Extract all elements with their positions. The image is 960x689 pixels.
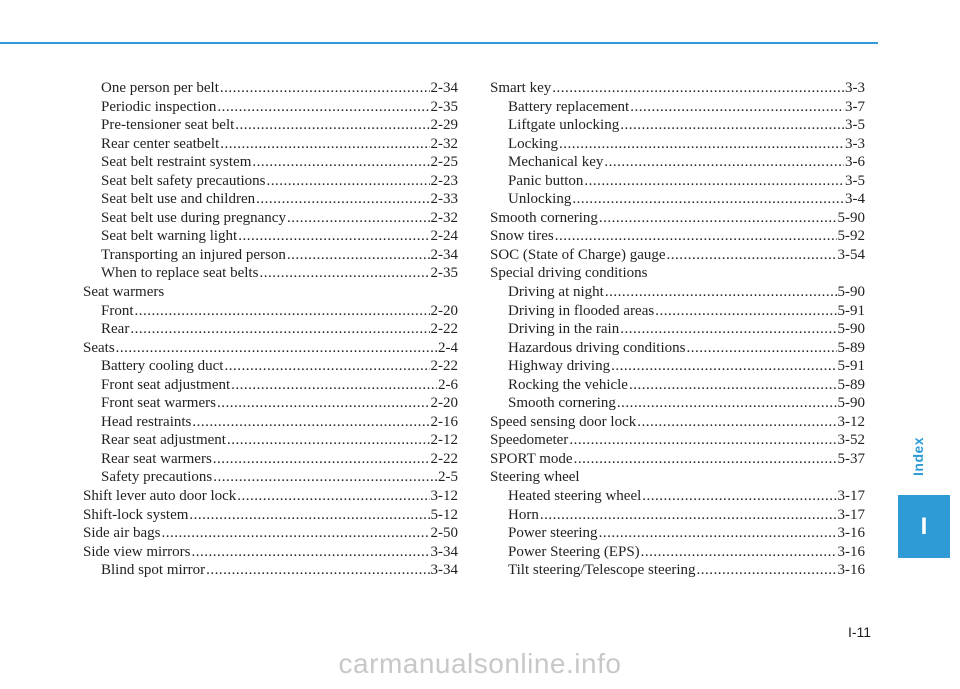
index-entry[interactable]: [490, 227, 865, 246]
index-entry[interactable]: [83, 79, 458, 98]
index-entry-page[interactable]: 2-24: [430, 228, 458, 245]
index-entry-label: Panic button: [508, 172, 584, 189]
index-entry-label: Power Steering (EPS): [508, 543, 640, 560]
dot-leader: [642, 487, 836, 506]
index-entry-page[interactable]: 5-37: [837, 450, 865, 467]
index-entry[interactable]: [83, 209, 458, 228]
dot-leader: [189, 506, 429, 525]
dot-leader: [604, 153, 844, 172]
index-entry[interactable]: [83, 506, 458, 525]
index-entry-label: Speed sensing door lock: [490, 413, 637, 430]
index-entry-label: Liftgate unlocking: [508, 117, 620, 134]
index-entry-page[interactable]: 5-91: [837, 358, 865, 375]
index-entry-label: SOC (State of Charge) gauge: [490, 246, 666, 263]
index-entry[interactable]: [83, 172, 458, 191]
index-entry[interactable]: [490, 116, 865, 135]
index-entry[interactable]: [83, 135, 458, 154]
index-entry[interactable]: [490, 468, 865, 487]
dot-leader: [135, 302, 430, 321]
index-entry-label: Blind spot mirror: [101, 562, 206, 579]
index-entry[interactable]: [490, 246, 865, 265]
dot-leader: [237, 487, 429, 506]
index-entry-page[interactable]: 3-34: [430, 543, 458, 560]
index-entry-label: One person per belt: [101, 80, 219, 96]
index-entry-label: Shift-lock system: [83, 506, 189, 523]
index-entry[interactable]: [490, 431, 865, 450]
dot-leader: [572, 190, 844, 209]
watermark: carmanualsonline.info: [338, 648, 622, 679]
index-entry[interactable]: [490, 357, 865, 376]
index-entry-label: Horn: [508, 506, 539, 523]
index-entry-label: Smart key: [490, 80, 552, 96]
index-entry-label: Speedometer: [490, 432, 569, 449]
index-entry-label: Unlocking: [508, 191, 572, 208]
index-entry-label: Seat belt warning light: [101, 228, 238, 245]
dot-leader: [235, 116, 429, 135]
index-entry[interactable]: [83, 450, 458, 469]
index-entry-page[interactable]: 5-89: [837, 376, 865, 393]
dot-leader: [220, 79, 430, 98]
dot-leader: [584, 172, 844, 191]
index-entry-page[interactable]: 2-34: [430, 246, 458, 263]
index-entry[interactable]: [83, 376, 458, 395]
index-entry-label: Heated steering wheel: [508, 488, 642, 505]
index-entry[interactable]: [490, 135, 865, 154]
index-entry-page[interactable]: 5-92: [837, 228, 865, 245]
dot-leader: [220, 135, 429, 154]
index-entry-label: Shift lever auto door lock: [83, 488, 237, 505]
dot-leader: [224, 357, 429, 376]
index-entry[interactable]: [490, 506, 865, 525]
index-entry-label: Periodic inspection: [101, 98, 217, 115]
index-column-right: [490, 79, 865, 580]
index-entry[interactable]: [83, 227, 458, 246]
index-entry-label: Steering wheel: [490, 469, 580, 486]
index-entry[interactable]: [490, 394, 865, 413]
index-entry[interactable]: [490, 302, 865, 321]
index-entry[interactable]: [490, 209, 865, 228]
index-entry[interactable]: [490, 190, 865, 209]
index-entry-page[interactable]: 2-29: [430, 117, 458, 134]
dot-leader: [267, 172, 430, 191]
index-entry[interactable]: [83, 246, 458, 265]
index-entry-label: Special driving conditions: [490, 265, 648, 282]
index-entry[interactable]: [83, 357, 458, 376]
dot-leader: [629, 376, 837, 395]
index-entry-label: Hazardous driving conditions: [508, 339, 686, 356]
dot-leader: [130, 320, 429, 339]
dot-leader: [599, 524, 837, 543]
dot-leader: [287, 246, 430, 265]
index-entry[interactable]: [490, 376, 865, 395]
index-entry-label: Smooth cornering: [508, 395, 616, 412]
index-entry-page[interactable]: 3-3: [845, 135, 865, 152]
dot-leader: [252, 153, 429, 172]
index-entry-label: Driving in the rain: [508, 321, 620, 338]
index-entry[interactable]: [490, 450, 865, 469]
index-entry-page[interactable]: 5-12: [430, 506, 458, 523]
index-entry-label: Rear seat adjustment: [101, 432, 226, 449]
index-entry-page[interactable]: 2-25: [430, 154, 458, 171]
index-entry-page[interactable]: 2-23: [430, 172, 458, 189]
dot-leader: [574, 450, 837, 469]
dot-leader: [213, 468, 437, 487]
index-entry-label: SPORT mode: [490, 450, 573, 467]
dot-leader: [630, 98, 844, 117]
index-entry-label: Side air bags: [83, 525, 161, 542]
index-entry-page[interactable]: 2-35: [430, 265, 458, 282]
section-tab[interactable]: [898, 495, 950, 558]
index-entry-page[interactable]: 2-16: [430, 413, 458, 430]
index-entry[interactable]: [490, 153, 865, 172]
index-entry[interactable]: [490, 320, 865, 339]
index-entry-label: Side view mirrors: [83, 543, 191, 560]
dot-leader: [559, 135, 844, 154]
dot-leader: [599, 209, 837, 228]
index-entry-page[interactable]: 2-32: [430, 209, 458, 226]
index-entry-page[interactable]: 2-22: [430, 450, 458, 467]
index-entry[interactable]: [490, 172, 865, 191]
dot-leader: [192, 413, 429, 432]
dot-leader: [256, 190, 429, 209]
index-entry-page[interactable]: 3-16: [837, 543, 865, 560]
index-entry-label: Battery cooling duct: [101, 358, 224, 375]
index-entry[interactable]: [490, 283, 865, 302]
index-entry[interactable]: [490, 524, 865, 543]
index-entry[interactable]: [83, 320, 458, 339]
dot-leader: [238, 227, 429, 246]
index-entry-label: Smooth cornering: [490, 209, 598, 226]
index-entry-label: Seat warmers: [83, 284, 165, 301]
index-entry[interactable]: [83, 431, 458, 450]
index-entry-label: Transporting an injured person: [101, 246, 286, 263]
header-rule: [0, 42, 878, 44]
index-entry-label: Front: [101, 302, 134, 319]
index-entry-page[interactable]: 2-35: [430, 98, 458, 115]
index-entry-page[interactable]: 5-91: [837, 302, 865, 319]
index-entry-label: Seat belt restraint system: [101, 154, 252, 171]
dot-leader: [555, 227, 837, 246]
dot-leader: [605, 283, 837, 302]
index-entry-label: Seat belt use during pregnancy: [101, 209, 286, 226]
index-entry-page[interactable]: 2-33: [430, 191, 458, 208]
index-entry-label: Head restraints: [101, 413, 192, 430]
index-entry-page[interactable]: 3-17: [837, 506, 865, 523]
dot-leader: [213, 450, 430, 469]
index-entry-page[interactable]: 3-52: [837, 432, 865, 449]
index-entry-page[interactable]: 5-90: [837, 209, 865, 226]
index-entry[interactable]: [83, 116, 458, 135]
page-number: I-11: [848, 624, 872, 640]
index-entry[interactable]: [83, 190, 458, 209]
index-entry-label: Seats: [83, 339, 115, 356]
index-entry-label: Rear center seatbelt: [101, 135, 220, 152]
index-entry-label: Driving in flooded areas: [508, 302, 655, 319]
index-entry-label: Rear seat warmers: [101, 450, 212, 467]
index-entry[interactable]: [83, 561, 458, 580]
index-entry-page[interactable]: 3-16: [837, 562, 865, 579]
dot-leader: [161, 524, 429, 543]
dot-leader: [667, 246, 837, 265]
index-entry[interactable]: [490, 79, 865, 98]
index-entry[interactable]: [83, 394, 458, 413]
index-entry-label: Mechanical key: [508, 154, 604, 171]
index-entry[interactable]: [83, 98, 458, 117]
index-entry-page[interactable]: 5-90: [837, 395, 865, 412]
dot-leader: [191, 543, 429, 562]
dot-leader: [569, 431, 836, 450]
index-entry[interactable]: [490, 561, 865, 580]
index-entry-label: Front seat warmers: [101, 395, 216, 412]
index-entry-page[interactable]: 3-5: [845, 117, 865, 134]
index-entry-page[interactable]: 3-17: [837, 488, 865, 505]
index-entry-page[interactable]: 3-12: [837, 413, 865, 430]
index-entry-label: Snow tires: [490, 228, 554, 245]
dot-leader: [620, 320, 836, 339]
index-entry-label: Locking: [508, 135, 558, 152]
index-entry-page[interactable]: 2-50: [430, 525, 458, 542]
index-entry-page[interactable]: 3-12: [430, 488, 458, 505]
index-entry[interactable]: [83, 302, 458, 321]
index-entry[interactable]: [490, 339, 865, 358]
index-entry[interactable]: [83, 264, 458, 283]
index-entry-page[interactable]: 3-54: [837, 246, 865, 263]
dot-leader: [655, 302, 836, 321]
dot-leader: [227, 431, 430, 450]
dot-leader: [287, 209, 430, 228]
dot-leader: [637, 413, 836, 432]
index-entry-page[interactable]: 3-7: [845, 98, 865, 115]
index-entry-page[interactable]: 3-3: [845, 80, 865, 96]
index-entry-label: Front seat adjustment: [101, 376, 231, 393]
index-entry-page[interactable]: 5-89: [837, 339, 865, 356]
index-entry[interactable]: [490, 98, 865, 117]
index-entry-page[interactable]: 2-20: [430, 302, 458, 319]
index-entry-page[interactable]: 2-6: [438, 376, 458, 393]
dot-leader: [217, 98, 429, 117]
index-entry-label: Tilt steering/Telescope steering: [508, 562, 696, 579]
index-entry-label: Rocking the vehicle: [508, 376, 628, 393]
index-entry[interactable]: [490, 543, 865, 562]
dot-leader: [259, 264, 429, 283]
index-entry-page[interactable]: 5-90: [837, 321, 865, 338]
index-entry-label: Battery replacement: [508, 98, 630, 115]
index-entry-page[interactable]: 2-4: [438, 339, 458, 356]
index-entry[interactable]: [490, 413, 865, 432]
index-entry-page[interactable]: 3-16: [837, 525, 865, 542]
index-entry-label: When to replace seat belts: [101, 265, 259, 282]
index-entry-label: Pre-tensioner seat belt: [101, 117, 235, 134]
dot-leader: [620, 116, 844, 135]
index-entry-label: Seat belt use and children: [101, 191, 256, 208]
index-entry-label: Seat belt safety precautions: [101, 172, 266, 189]
dot-leader: [641, 543, 837, 562]
dot-leader: [217, 394, 430, 413]
index-entry-page[interactable]: 5-90: [837, 284, 865, 301]
index-column-left: [83, 79, 458, 580]
index-entry-page[interactable]: 2-12: [430, 432, 458, 449]
dot-leader: [116, 339, 437, 358]
dot-leader: [552, 79, 844, 98]
dot-leader: [686, 339, 836, 358]
dot-leader: [697, 561, 837, 580]
index-entry-page[interactable]: 3-5: [845, 172, 865, 189]
index-entry[interactable]: [83, 524, 458, 543]
index-entry-label: Driving at night: [508, 284, 604, 301]
index-entry-page[interactable]: 3-4: [845, 191, 865, 208]
index-entry-label: Highway driving: [508, 358, 611, 375]
index-entry[interactable]: [83, 468, 458, 487]
section-tab-letter: I: [920, 512, 928, 540]
index-entry-page[interactable]: 2-22: [430, 321, 458, 338]
index-entry[interactable]: [83, 487, 458, 506]
index-entry[interactable]: [83, 283, 458, 302]
index-entry[interactable]: [83, 339, 458, 358]
index-entry-label: Rear: [101, 321, 130, 338]
index-entry-page[interactable]: 2-34: [430, 80, 458, 96]
index-entry-page[interactable]: 3-6: [845, 154, 865, 171]
index-entry-page[interactable]: 2-32: [430, 135, 458, 152]
dot-leader: [206, 561, 429, 580]
dot-leader: [611, 357, 836, 376]
index-entry[interactable]: [83, 413, 458, 432]
index-entry[interactable]: [490, 487, 865, 506]
section-label: Index: [910, 436, 926, 476]
index-entry-page[interactable]: 2-22: [430, 358, 458, 375]
index-entry-page[interactable]: 3-34: [430, 562, 458, 579]
index-entry[interactable]: [83, 543, 458, 562]
index-entry-page[interactable]: 2-5: [438, 469, 458, 486]
index-entry-page[interactable]: 2-20: [430, 395, 458, 412]
dot-leader: [231, 376, 437, 395]
dot-leader: [617, 394, 837, 413]
index-entry[interactable]: [490, 264, 865, 283]
dot-leader: [540, 506, 837, 525]
index-entry[interactable]: [83, 153, 458, 172]
index-entry-label: Safety precautions: [101, 469, 213, 486]
index-entry-label: Power steering: [508, 525, 598, 542]
